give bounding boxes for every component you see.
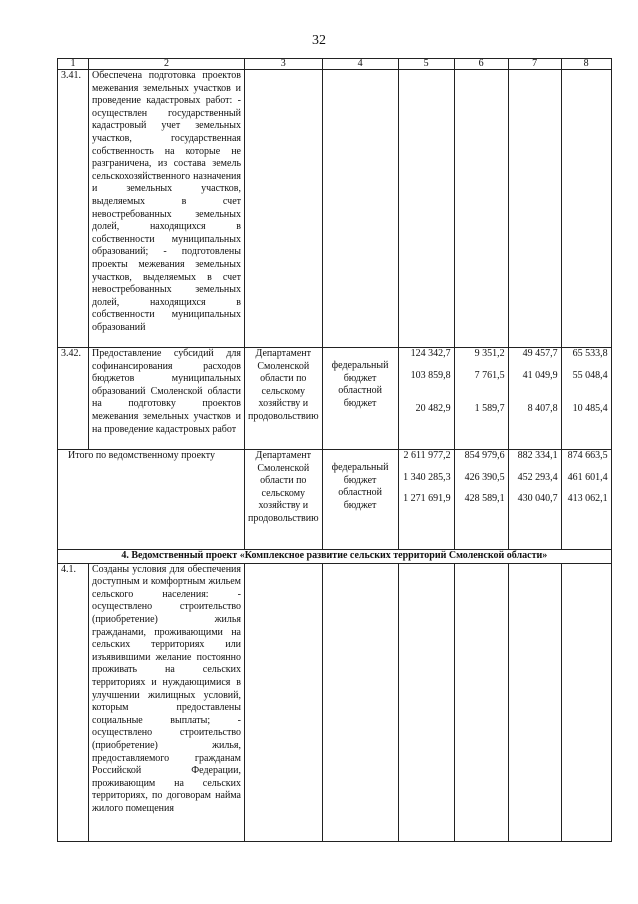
table-row-total <box>58 450 612 550</box>
column-numbers-row <box>58 59 612 70</box>
executor-cell: Департамент Смоленской области по сельскому хозяйству и продовольствию <box>245 348 323 450</box>
table-row-4-1 <box>58 563 612 841</box>
col-number-1: 1 <box>58 59 89 70</box>
year3-amounts: 65 533,8 55 048,4 10 485,4 <box>561 348 611 450</box>
year2-amounts: 882 334,1 452 293,4 430 040,7 <box>508 450 561 550</box>
total-label: Итого по ведомственному проекту <box>58 450 245 550</box>
row-number: 4.1. <box>58 563 89 841</box>
year1-amounts: 9 351,2 7 761,5 1 589,7 <box>454 348 508 450</box>
col-number-6: 6 <box>454 59 508 70</box>
source-regional: областной бюджет <box>338 487 382 511</box>
col-number-3: 3 <box>245 59 323 70</box>
col-number-5: 5 <box>398 59 454 70</box>
col-number-2: 2 <box>89 59 245 70</box>
funding-sources <box>322 450 398 550</box>
executor-cell: Департамент Смоленской области по сельскому хозяйству и продовольствию <box>245 450 323 550</box>
col-number-8: 8 <box>561 59 611 70</box>
year2-amounts: 49 457,7 41 049,9 8 407,8 <box>508 348 561 450</box>
row-number: 3.42. <box>58 348 89 450</box>
year3-amounts: 874 663,5 461 601,4 413 062,1 <box>561 450 611 550</box>
funding-sources <box>322 348 398 450</box>
table-row-3-42 <box>58 348 612 450</box>
page-number: 32 <box>312 33 326 48</box>
col-number-4: 4 <box>322 59 398 70</box>
col-number-7: 7 <box>508 59 561 70</box>
year1-amounts: 854 979,6 426 390,5 428 589,1 <box>454 450 508 550</box>
row-description: Обеспечена подготовка проектов межевания земельных участков и проведение кадастровых работ: - осуществлен государственный кадастровый учет земельных участков, государственная собственность на которые не разграничена, из состава земель сельскохозяйственного назначения и земельных участков, выделяемых в счет невостребованных земельных долей, находящихся в собственности муниципальных образований; - подготовлены проекты межевания земельных участков, выделяемых в счет невостребованных земельных долей, находящихся в собственности муниципальных образований <box>89 70 245 348</box>
row-description: Созданы условия для обеспечения доступным и комфортным жильем сельского населения: - осуществлено строительство (приобретение) жилья гражданами, проживающими на сельских территориях или изъявившими желание постоянно проживать на сельских территориях и нуждающимися в улучшении жилищных условий, которым предоставлены социальные выплаты; - осуществлено строительство (приобретение) жилья, предоставляемого гражданам Российской Федерации, проживающим на сельских территориях, по договорам найма жилого помещения <box>89 563 245 841</box>
total-amounts: 124 342,7 103 859,8 20 482,9 <box>398 348 454 450</box>
table-row-3-41 <box>58 70 612 348</box>
program-table <box>57 58 612 842</box>
source-federal: федеральный бюджет <box>331 360 389 384</box>
row-number: 3.41. <box>58 70 89 348</box>
row-description: Предоставление субсидий для софинансирования расходов бюджетов муниципальных образований Смоленской области на подготовку проектов межевания земельных участков и на проведение кадастровых работ <box>89 348 245 450</box>
total-amounts: 2 611 977,2 1 340 285,3 1 271 691,9 <box>398 450 454 550</box>
section-4-title: 4. Ведомственный проект «Комплексное развитие сельских территорий Смоленской области» <box>58 550 612 564</box>
source-federal: федеральный бюджет <box>331 462 389 486</box>
section-4-header-row <box>58 550 612 564</box>
source-regional: областной бюджет <box>338 385 382 409</box>
